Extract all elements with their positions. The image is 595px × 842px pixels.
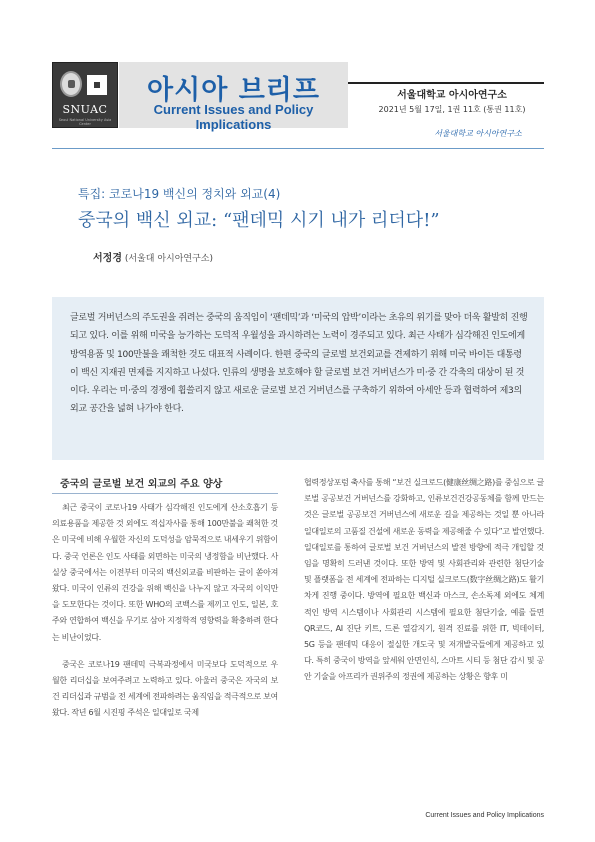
publication-banner [119,62,348,132]
author-name: 서정경 [93,253,122,264]
header-rule [52,148,544,149]
article-subtitle: 특집: 코로나19 백신의 정치와 외교(4) [78,187,281,201]
section-heading-text: 중국의 글로벌 보건 외교의 주요 양상 [60,479,223,490]
snuac-logo [52,62,118,128]
body-paragraph: 협력정상포럼 축사를 통해 “보건 실크로드(健康丝绸之路)를 중심으로 글로벌 공공보건 거버넌스를 강화하고, 인류보건건강공동체를 함께 만드는 것은 글로벌 공공보건 거버넌스에 새로운 길을 제공하는 것일 뿐 아니라 일대일로의 고품질 건설에 새로운 동력을 제공해줄 수 있다”고 발언했다. 일대일로를 통하여 글로벌 보건 거버넌스의 발전 방향에 적극 개입할 것임을 명확히 드러낸 것이다. 또한 방역 및 사회관리와 관련한 첨단기술 및 플랫폼을 전 세계에 전파하는 디지털 실크로드(数字丝绸之路)도 활기차게 진행 중이다. 방역에 필요한 백신과 마스크, 손소독제 외에도 체계적인 방역 시스템이나 사회관리 시스템에 필요한 첨단기술, 예를 들면 QR코드, AI 진단 키트, 드론 열감지기, 원격 진료를 위한 IT, 빅데이터, 5G 등을 팬데믹 대응이 절실한 개도국 및 저개발국들에게 제공하고 있다. 특히 중국이 방역을 앞세워 안면인식, 스마트 시티 등 첨단 감시 및 공안 기술을 아프리카 권위주의 정권에 제공하는 상황은 향후 미 [304,478,544,682]
body-paragraph: 최근 중국이 코로나19 사태가 심각해진 인도에게 산소호흡기 등 의료용품을 제공한 것 외에도 적십자사를 통해 100만불을 쾌척한 것은 미국에 비해 우월한 자신의 도덕성을 암묵적으로 내세우기 위함이다. 중국 언론은 인도 사태를 외면하는 미국의 냉정함을 비난했다. 사실상 중국에서는 이전부터 미국의 백신외교를 비판하는 글이 쏟아져 왔다. 미국이 인류의 건강을 위해 백신을 나누지 않고 자국의 이익만을 도모한다는 것이다. 또한 WHO의 코백스를 제끼고 인도, 일본, 호주와 연합하여 백신을 무기로 삼아 지정학적 영향력을 확충하려 한다는 비난이었다. [52,503,278,642]
page-footer: Current Issues and Policy Implications [425,812,544,819]
summary-text: 글로벌 거버넌스의 주도권을 쥐려는 중국의 움직임이 ‘팬데믹’과 ‘미국의 압박’이라는 초유의 위기를 맞아 더욱 활발히 진행되고 있다. 이를 위해 미국을 능가하는 도덕적 우월성을 과시하려는 노력이 경주되고 있다. 최근 사태가 심각해진 인도에게 방역용품 및 100만불을 쾌척한 것도 대표적 사례이다. 한편 중국의 글로벌 보건외교를 견제하기 위해 미국 바이든 대통령이 백신 지재권 면제를 지지하고 나섰다. 인류의 생명을 보호해야 할 글로벌 보건 거버넌스가 미·중 간 각축의 대상이 된 것이다. 우리는 미·중의 경쟁에 휩쓸리지 않고 새로운 글로벌 보건 거버넌스를 구축하기 위하여 아세안 등과 협력하여 제3의 외교 공간을 넓혀 나가야 한다. [70,313,528,415]
university-emblem-icon [60,71,82,97]
body-paragraph: 중국은 코로나19 팬데믹 극복과정에서 미국보다 도덕적으로 우월한 리더십을 보여주려고 노력하고 있다. 아울러 중국은 자국의 보건 리더십과 규범을 전 세계에 전파하려는 움직임을 적극적으로 보여왔다. 작년 6월 시진핑 주석은 일대일로 국제 [52,659,278,718]
author-affiliation: (서울대 아시아연구소) [124,254,213,264]
logo-text: SNUAC [62,103,108,116]
right-column [304,475,544,686]
publication-title-ko: 아시아 브리프 [147,75,320,106]
summary-box [52,297,544,460]
publication-title-en: Current Issues and Policy Implications [153,102,314,132]
slogan: 서울대학교 아시아연구소 [434,129,522,138]
header-divider [348,82,544,84]
issue-info: 2021년 5월 17일, 1권 11호 (통권 11호) [378,105,526,114]
section-heading [52,474,278,494]
author-line [93,249,213,264]
institute-name: 서울대학교 아시아연구소 [397,90,507,101]
logo-subtext: Seoul National University Asia Center [58,118,112,126]
left-column [52,500,278,722]
logo-square-icon [87,75,107,95]
article-title: 중국의 백신 외교: “팬데믹 시기 내가 리더다!” [78,210,440,231]
